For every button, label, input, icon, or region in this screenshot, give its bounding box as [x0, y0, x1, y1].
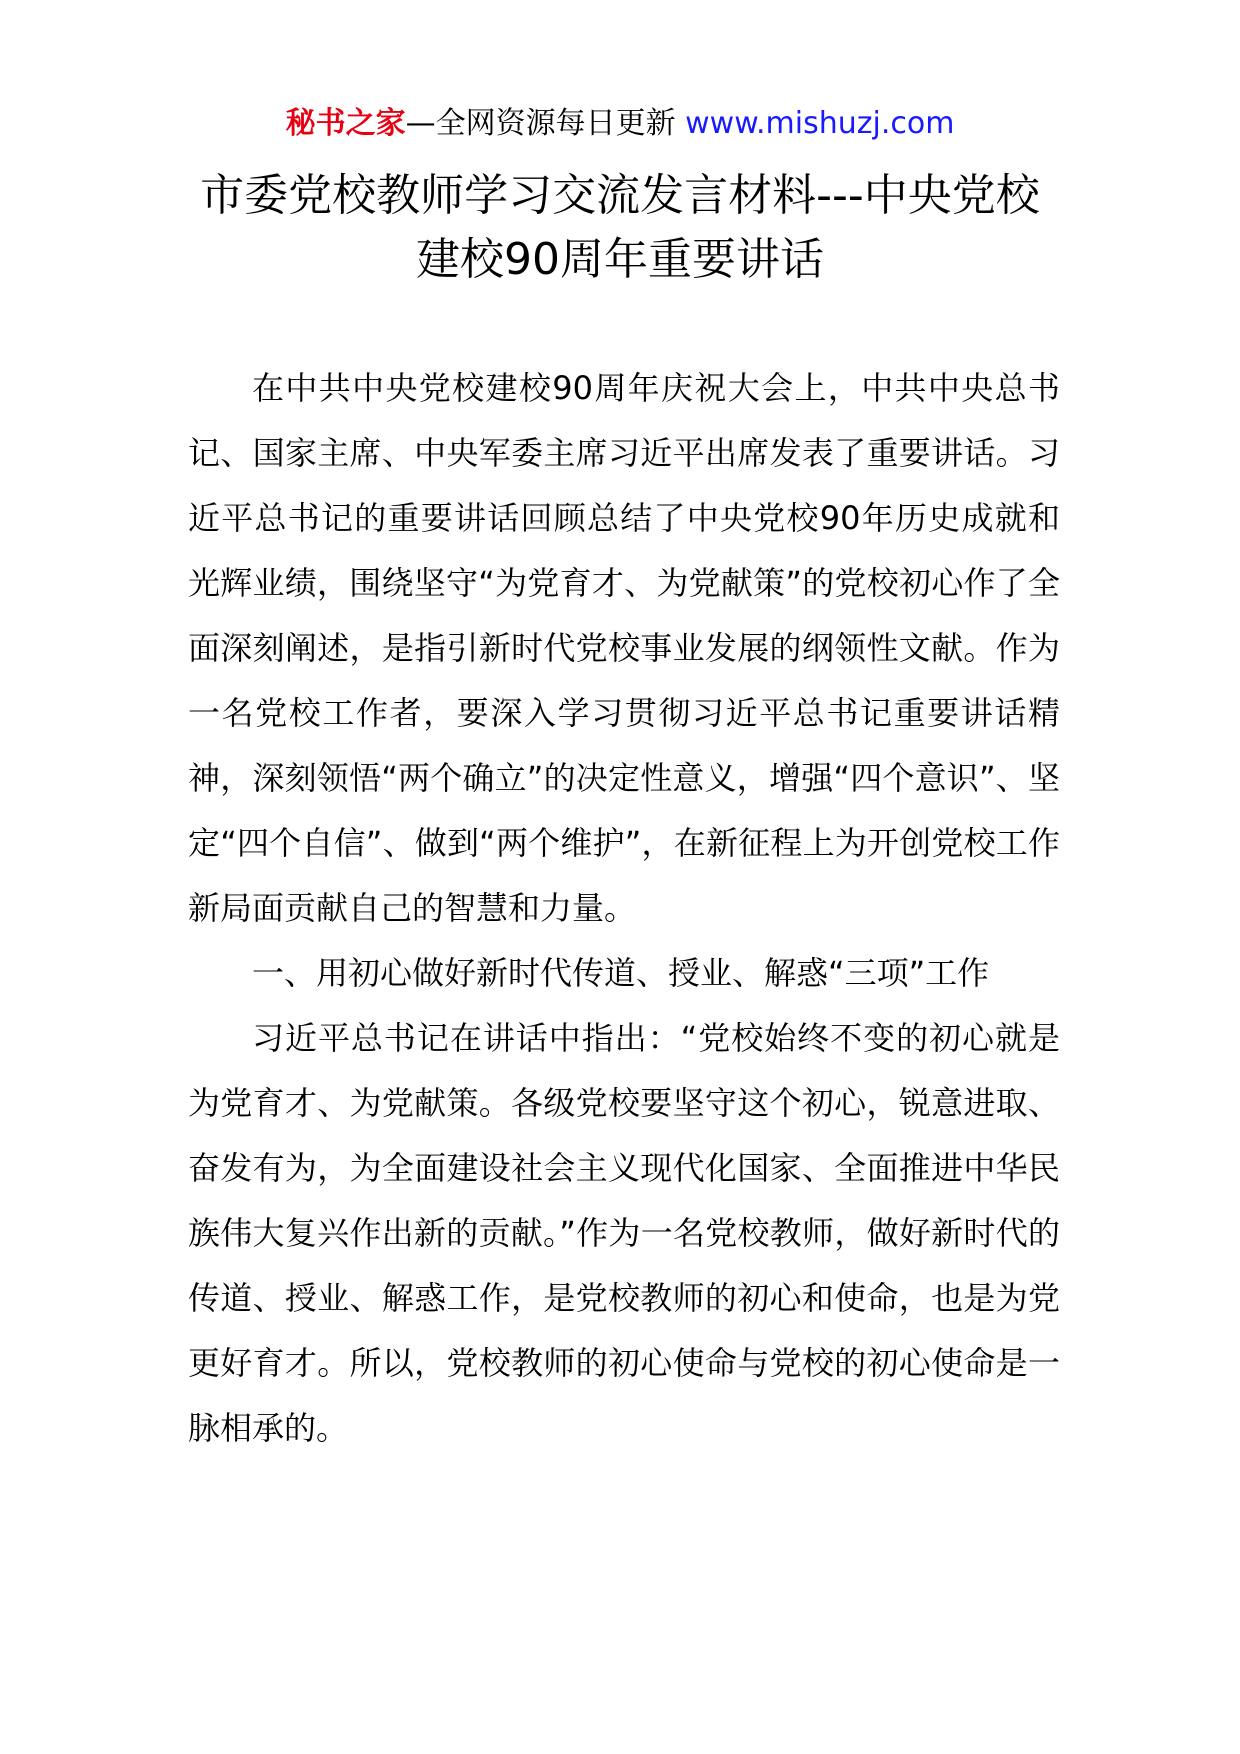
paragraph-section-1: 习近平总书记在讲话中指出：“党校始终不变的初心就是为党育才、为党献策。各级党校要坚守这个初心，锐意进取、奋发有为，为全面建设社会主义现代化国家、全面推进中华民族伟大复兴作出新的贡献。”作为一名党校教师，做好新时代的传道、授业、解惑工作，是党校教师的初心和使命，也是为党更好育才。所以，党校教师的初心使命与党校的初心使命是一脉相承的。: [188, 1019, 1060, 1447]
site-header: [0, 100, 1240, 148]
paragraph-intro: 在中共中央党校建校90周年庆祝大会上，中共中央总书记、国家主席、中央军委主席习近平出席发表了重要讲话。习近平总书记的重要讲话回顾总结了中央党校90年历史成就和光辉业绩，围绕坚守“为党育才、为党献策”的党校初心作了全面深刻阐述，是指引新时代党校事业发展的纲领性文献。作为一名党校工作者，要深入学习贯彻习近平总书记重要讲话精神，深刻领悟“两个确立”的决定性意义，增强“四个意识”、坚定“四个自信”、做到“两个维护”，在新征程上为开创党校工作新局面贡献自己的智慧和力量。: [188, 369, 1060, 927]
document-body: [188, 356, 1060, 1461]
section-heading-1: 一、用初心做好新时代传道、授业、解惑“三项”工作: [252, 954, 990, 992]
header-tagline: —全网资源每日更新: [405, 106, 676, 141]
brand-name: 秘书之家: [285, 106, 406, 141]
site-url-link[interactable]: www.mishuzj.com: [685, 106, 955, 141]
document-title: 市委党校教师学习交流发言材料---中央党校建校90周年重要讲话: [200, 170, 1040, 285]
